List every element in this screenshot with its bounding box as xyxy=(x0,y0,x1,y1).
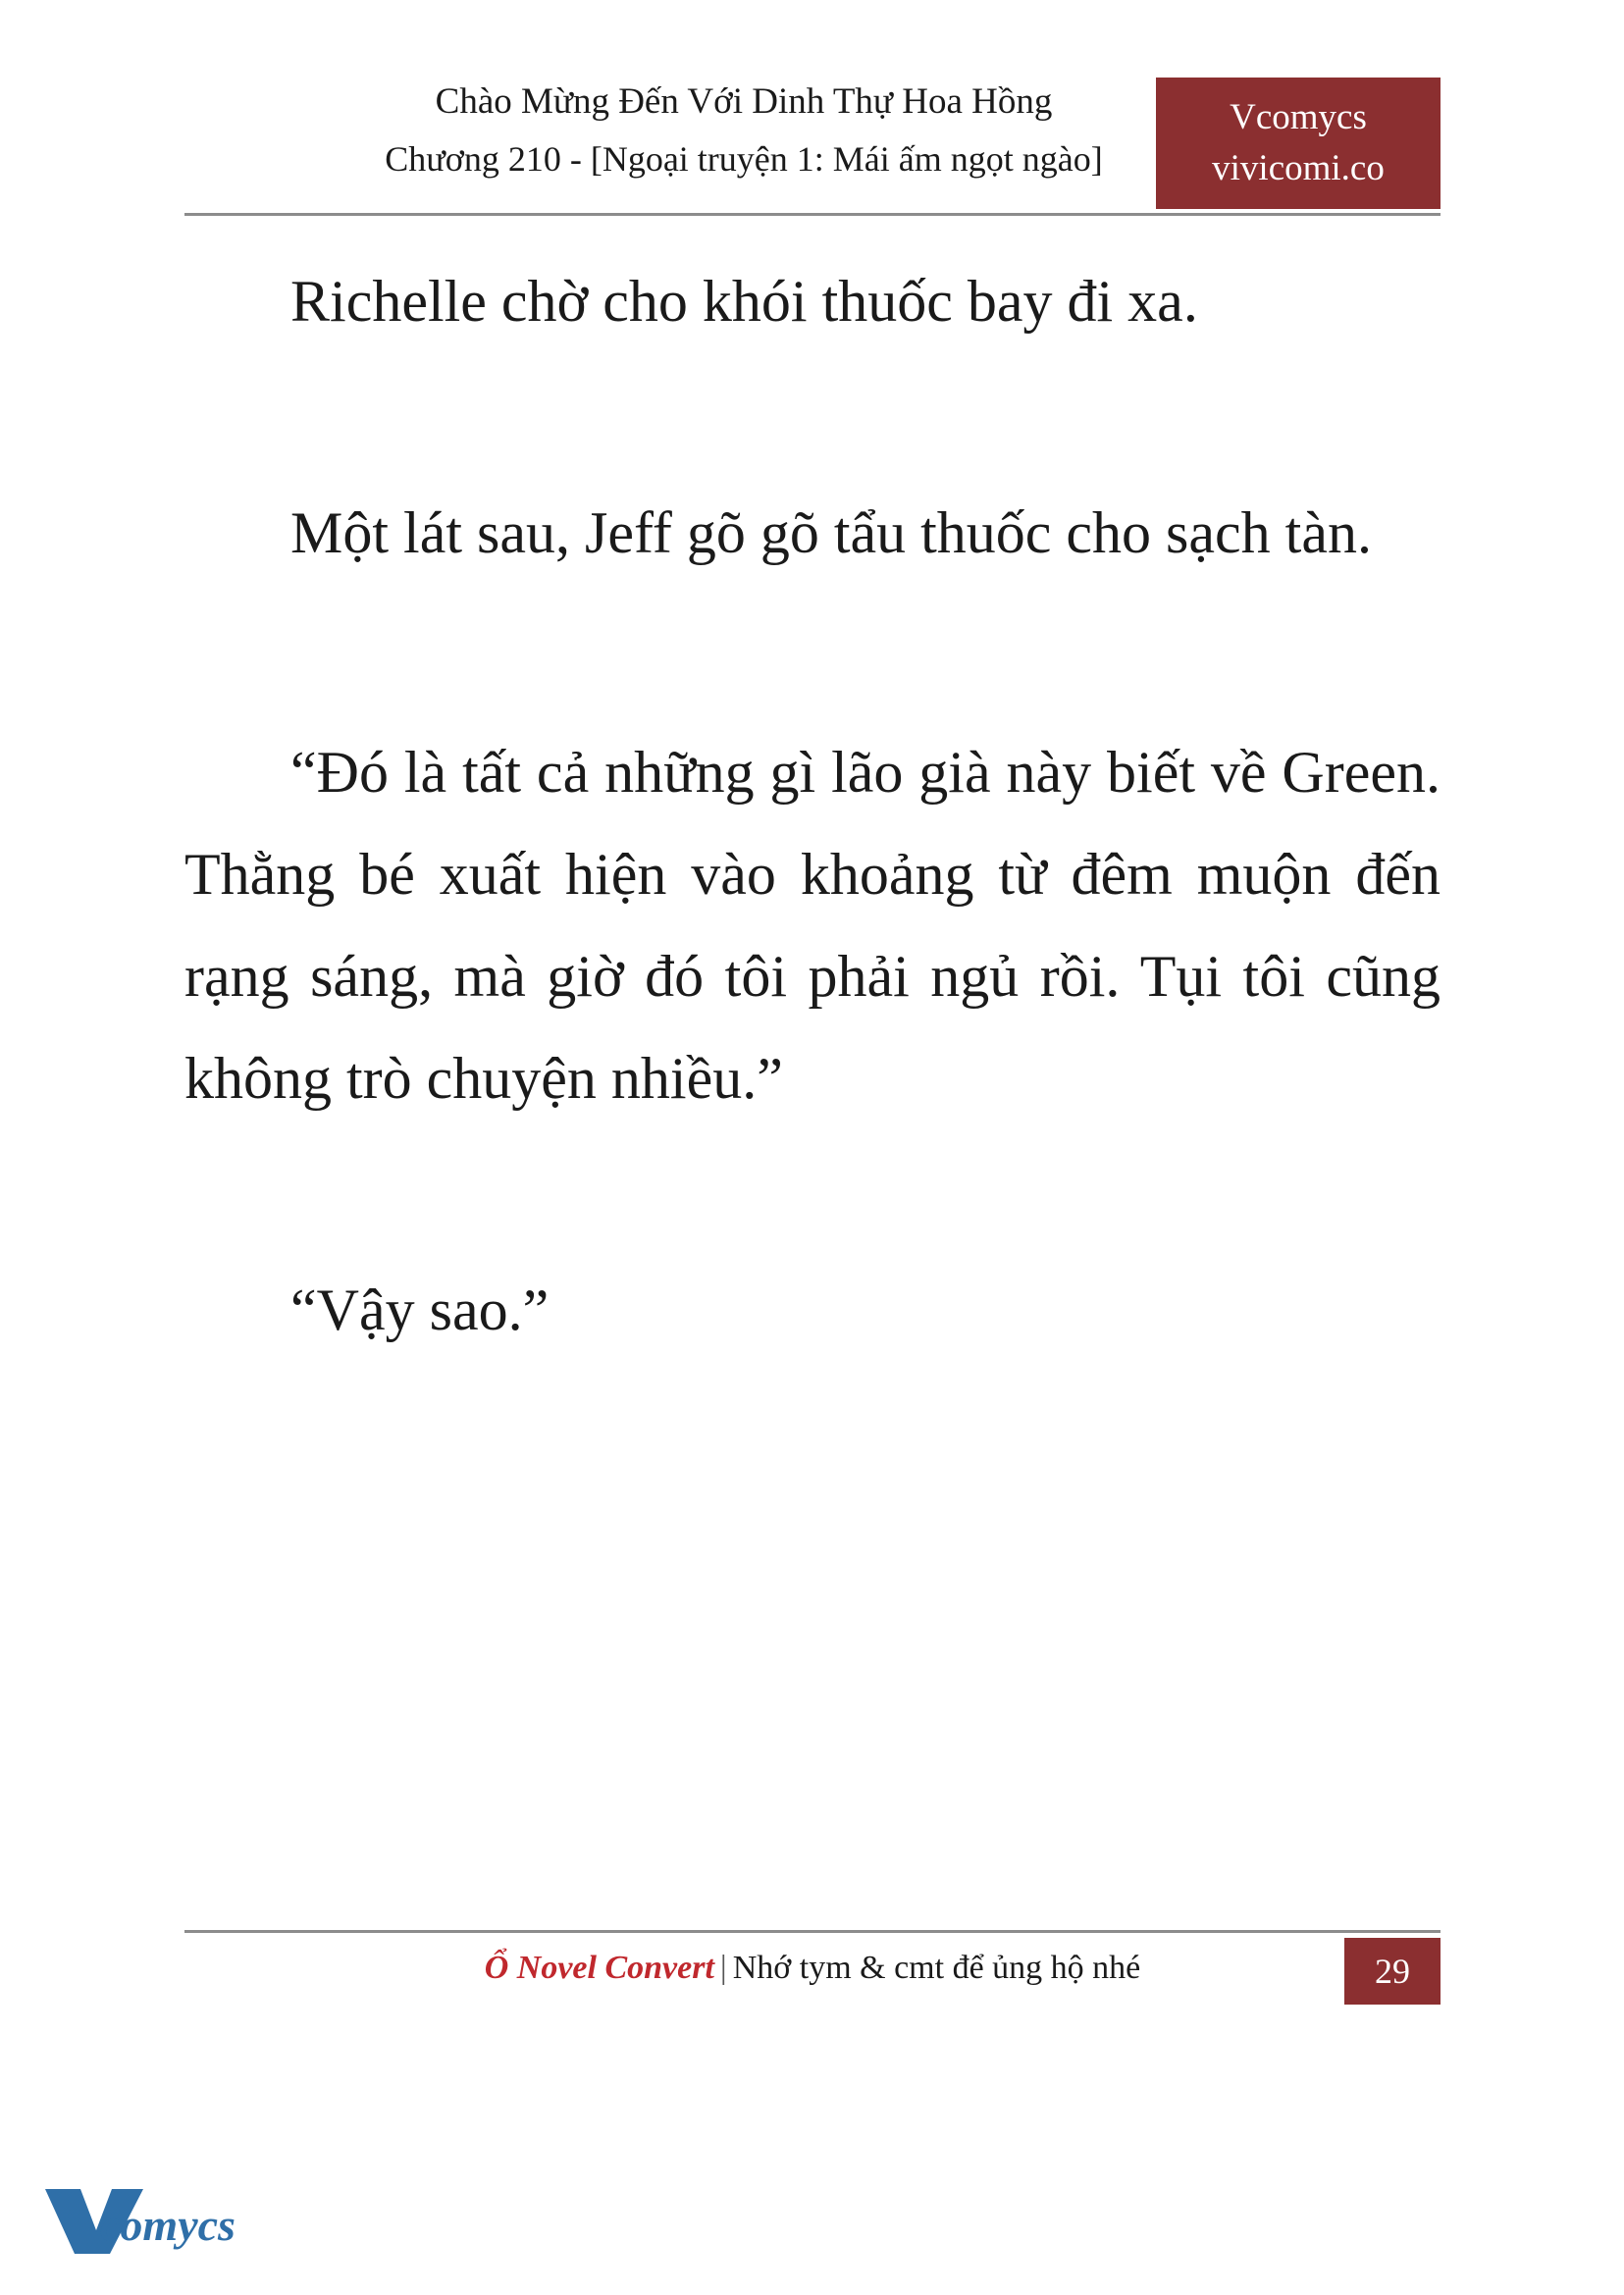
footer-note: Nhớ tym & cmt để ủng hộ nhé xyxy=(732,1950,1141,1986)
chapter-title: Chương 210 - [Ngoại truyện 1: Mái ấm ngọt ngào] xyxy=(385,139,1103,179)
page-number-badge: 29 xyxy=(1344,1938,1441,2005)
svg-text:comycs: comycs xyxy=(100,2200,236,2250)
site-brand-badge xyxy=(1156,78,1441,209)
footer-separator: | xyxy=(719,1950,727,1986)
vcomycs-watermark-logo xyxy=(41,2175,272,2260)
page-footer xyxy=(184,1930,1441,2018)
paragraph: Một lát sau, Jeff gõ gõ tẩu thuốc cho sạch tàn. xyxy=(290,500,1372,565)
page-header xyxy=(184,74,1441,216)
paragraph: Richelle chờ cho khói thuốc bay đi xa. xyxy=(290,269,1198,334)
page-content xyxy=(184,250,1441,1361)
novel-title: Chào Mừng Đến Với Dinh Thự Hoa Hồng xyxy=(435,81,1053,122)
site-brand-url: vivicomi.co xyxy=(1212,148,1385,188)
paragraph: “Đó là tất cả những gì lão già này biết về Green. Thằng bé xuất hiện vào khoảng từ đêm muộn đến rạng sáng, mà giờ đó tôi phải ngủ rồi. Tụi tôi cũng không trò chuyện nhiều.” xyxy=(184,740,1441,1111)
paragraph: “Vậy sao.” xyxy=(290,1278,550,1342)
header-title-block xyxy=(184,74,1303,187)
footer-brand: Ổ Novel Convert xyxy=(484,1950,714,1986)
footer-line xyxy=(485,1933,1141,2004)
site-brand-name: Vcomycs xyxy=(1230,97,1367,137)
header-divider xyxy=(184,213,1441,216)
footer-text-block xyxy=(184,1933,1441,2004)
